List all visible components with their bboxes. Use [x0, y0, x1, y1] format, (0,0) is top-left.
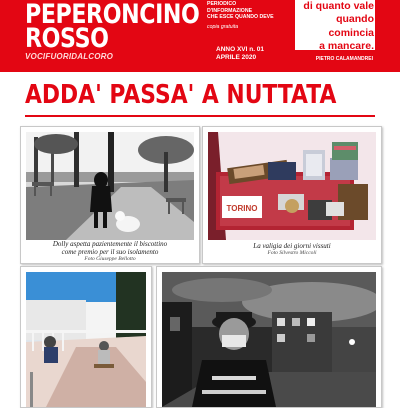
quote-author: PIETRO CALAMANDREI [315, 56, 373, 62]
photo-card-valigia [202, 126, 382, 264]
periodico-line: CHE ESCE QUANDO DEVE [207, 14, 274, 20]
quote-box [295, 0, 375, 53]
sign-text: TORINO [226, 204, 258, 213]
masthead-tagline: VOCIFUORIDALCORO [25, 52, 114, 61]
quote-text [295, 0, 374, 54]
photo-dolly-caption [21, 240, 199, 262]
headline-rule [25, 115, 375, 117]
photo-card-balcone [20, 266, 152, 408]
photo-valigia [208, 132, 376, 240]
photo-balcone [26, 272, 146, 407]
photo-mascherina [162, 272, 376, 407]
periodico-line: D'INFORMAZIONE [207, 7, 253, 14]
quote-line: quando comincia [328, 13, 374, 39]
issue-info [216, 46, 264, 63]
issue-number: ANNO XVI n. 01 [216, 46, 265, 53]
photo-credit: Foto Silvestro Miccoli [267, 250, 317, 257]
photo-valigia-caption [203, 242, 381, 256]
photo-card-dolly [20, 126, 200, 264]
periodico-info [207, 1, 289, 30]
masthead-title-line1: PEPERONCINO [25, 0, 200, 30]
caption-line: come premio per il suo isolamento [61, 248, 159, 257]
photo-dolly [26, 132, 194, 240]
quote-line: a mancare. [319, 40, 374, 53]
quote-line: di quanto vale [303, 0, 374, 12]
issue-date: APRILE 2020 [216, 54, 257, 62]
caption-line: La valigia dei giorni vissuti [253, 242, 331, 250]
caption-line: Dolly aspetta pazientemente il biscottino [52, 240, 168, 248]
periodico-line: PERIODICO [207, 1, 237, 7]
headline: ADDA' PASSA' A NUTTATA [25, 80, 337, 110]
photo-credit: Foto Giuseppe Bellotto [84, 256, 136, 263]
masthead [0, 0, 400, 72]
copia-gratuita: copia gratuita [207, 23, 239, 30]
masthead-title-line2: ROSSO [25, 23, 109, 54]
photo-card-mascherina [156, 266, 382, 408]
